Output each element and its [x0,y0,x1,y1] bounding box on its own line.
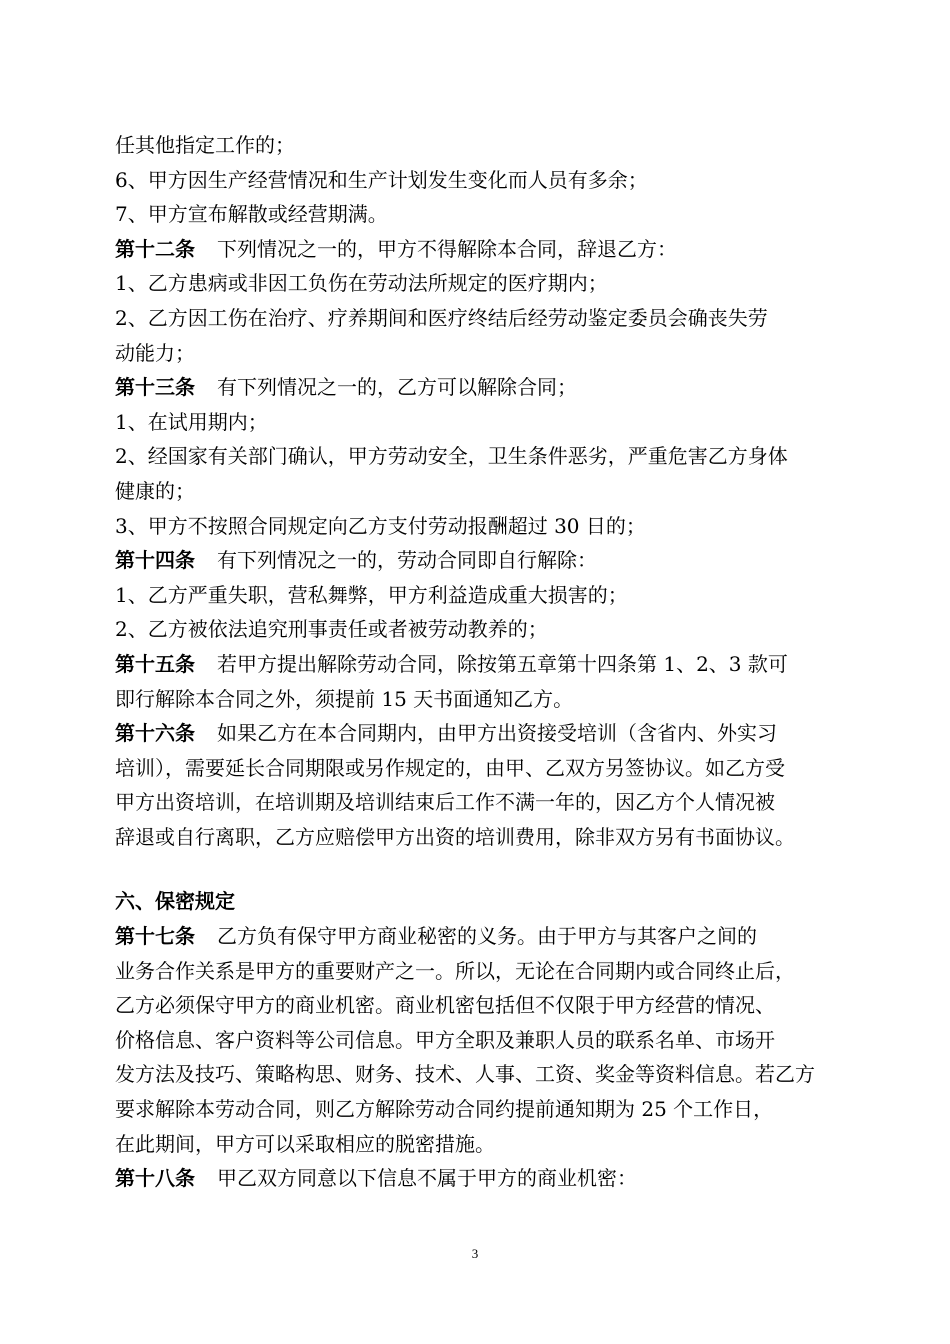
text-line: 在此期间，甲方可以采取相应的脱密措施。 [115,1131,495,1156]
article-label: 第十二条 [115,236,195,261]
article-text: 若甲方提出解除劳动合同，除按第五章第十四条第 1、2、3 款可 [217,651,788,676]
page-number: 3 [471,1246,479,1261]
text-line: 辞退或自行离职，乙方应赔偿甲方出资的培训费用，除非双方另有书面协议。 [115,824,795,849]
text-line: 动能力； [115,340,195,365]
section-gap [115,854,845,884]
text-line: 1、在试用期内； [115,409,268,434]
text-line: 3、甲方不按照合同规定向乙方支付劳动报酬超过 30 日的； [115,513,646,538]
text-line: 2、乙方被依法追究刑事责任或者被劳动教养的； [115,617,548,642]
article-label: 第十八条 [115,1166,195,1191]
article-15 [115,647,845,682]
text-line: 培训），需要延长合同期限或另作规定的，由甲、乙双方另签协议。如乙方受 [115,755,785,780]
text-line: 要求解除本劳动合同，则乙方解除劳动合同约提前通知期为 25 个工作日， [115,1097,774,1122]
text-line: 乙方必须保守甲方的商业机密。商业机密包括但不仅限于甲方经营的情况、 [115,993,775,1018]
text-line: 1、乙方严重失职，营私舞弊，甲方利益造成重大损害的； [115,582,628,607]
article-text: 有下列情况之一的，乙方可以解除合同； [217,375,577,400]
document-body [115,128,845,1196]
text-line: 任其他指定工作的； [115,133,295,157]
article-text: 如果乙方在本合同期内，由甲方出资接受培训（含省内、外实习 [217,721,777,746]
article-text: 有下列情况之一的，劳动合同即自行解除： [217,548,597,573]
text-line: 业务合作关系是甲方的重要财产之一。所以，无论在合同期内或合同终止后， [115,958,795,983]
article-label: 第十三条 [115,375,195,400]
article-14 [115,543,845,578]
article-label: 第十五条 [115,651,195,676]
text-line: 1、乙方患病或非因工负伤在劳动法所规定的医疗期内； [115,271,608,296]
text-line: 即行解除本合同之外，须提前 15 天书面通知乙方。 [115,686,574,711]
article-label: 第十七条 [115,924,195,949]
article-text: 甲乙双方同意以下信息不属于甲方的商业机密： [217,1166,637,1191]
article-17 [115,919,845,954]
article-text: 乙方负有保守甲方商业秘密的义务。由于甲方与其客户之间的 [217,924,757,949]
article-13 [115,370,845,405]
section-heading: 六、保密规定 [115,889,235,914]
text-line: 2、乙方因工伤在治疗、疗养期间和医疗终结后经劳动鉴定委员会确丧失劳 [115,305,768,330]
text-line: 6、甲方因生产经营情况和生产计划发生变化而人员有多余； [115,167,648,192]
article-16 [115,716,845,751]
article-text: 下列情况之一的，甲方不得解除本合同，辞退乙方： [217,236,677,261]
article-label: 第十四条 [115,548,195,573]
text-line: 发方法及技巧、策略构思、财务、技术、人事、工资、奖金等资料信息。若乙方 [115,1062,815,1087]
text-line: 甲方出资培训，在培训期及培训结束后工作不满一年的，因乙方个人情况被 [115,790,775,815]
text-line: 价格信息、客户资料等公司信息。甲方全职及兼职人员的联系名单、市场开 [115,1027,775,1052]
article-12 [115,232,845,267]
article-label: 第十六条 [115,721,195,746]
article-18 [115,1161,845,1196]
text-line: 7、甲方宣布解散或经营期满。 [115,202,388,227]
text-line: 2、经国家有关部门确认，甲方劳动安全，卫生条件恶劣，严重危害乙方身体 [115,444,788,469]
text-line: 健康的； [115,478,195,503]
